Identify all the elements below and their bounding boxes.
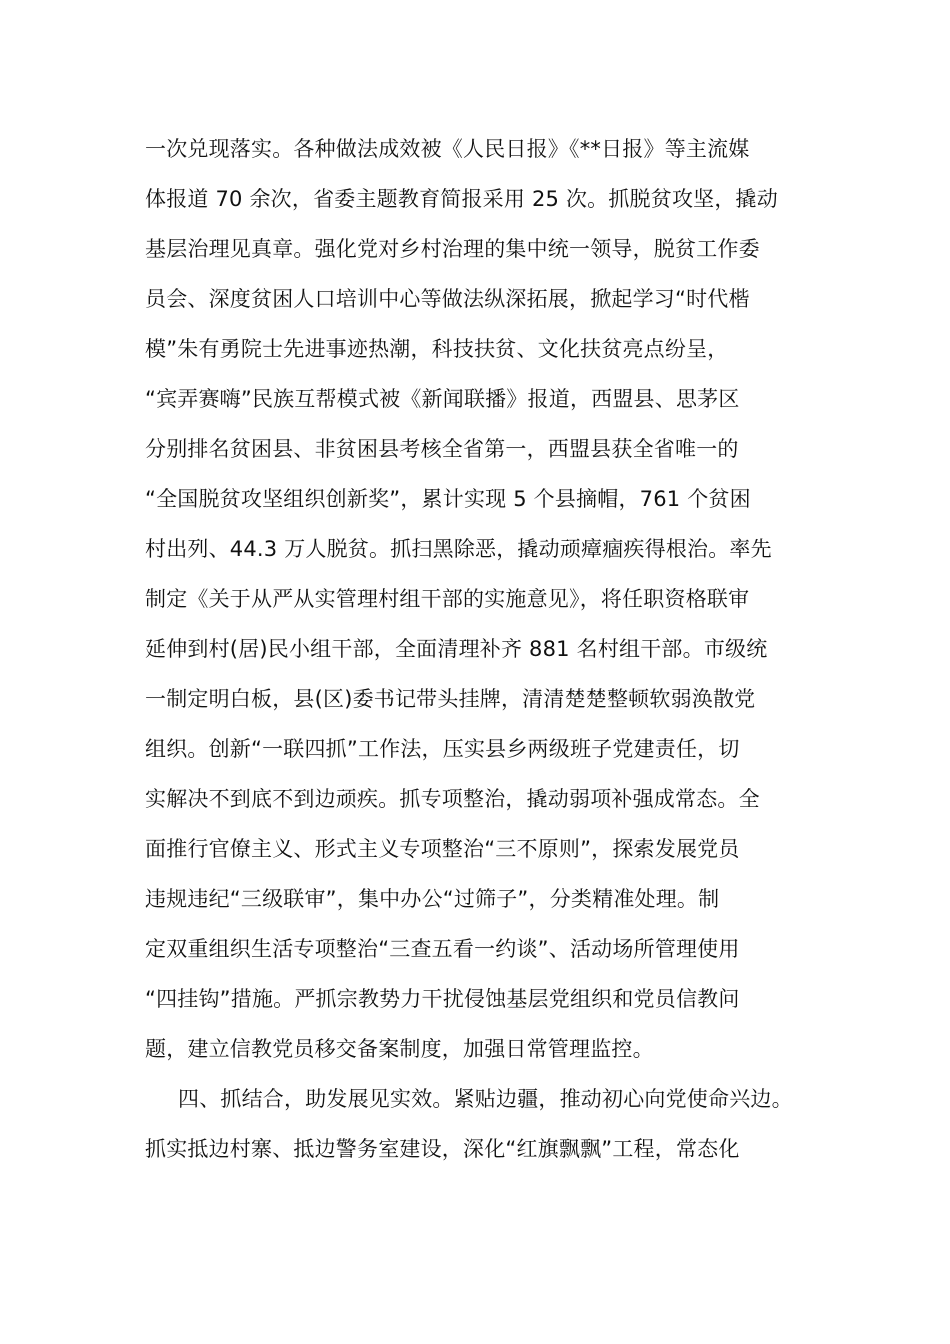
text-line: 定双重组织生活专项整治“三查五看一约谈”、活动场所管理使用: [145, 937, 740, 961]
text-line: 制定《关于从严从实管理村组干部的实施意见》，将任职资格联审: [145, 587, 750, 611]
text-line: “宾弄赛嗨”民族互帮模式被《新闻联播》报道，西盟县、思茅区: [145, 387, 740, 411]
text-line: 村出列、44.3 万人脱贫。抓扫黑除恶，撬动顽瘴痼疾得根治。率先: [145, 537, 772, 561]
paragraph-heading-line: 四、抓结合，助发展见实效。紧贴边疆，推动初心向党使命兴边。: [178, 1087, 793, 1111]
text-line: 抓实抵边村寨、抵边警务室建设，深化“红旗飘飘”工程，常态化: [145, 1137, 740, 1161]
text-line: “全国脱贫攻坚组织创新奖”，累计实现 5 个县摘帽，761 个贫困: [145, 487, 751, 511]
text-line: 分别排名贫困县、非贫困县考核全省第一，西盟县获全省唯一的: [145, 437, 739, 461]
text-line: “四挂钩”措施。严抓宗教势力干扰侵蚀基层党组织和党员信教问: [145, 987, 740, 1011]
text-line: 实解决不到底不到边顽疾。抓专项整治，撬动弱项补强成常态。全: [145, 787, 760, 811]
text-line: 基层治理见真章。强化党对乡村治理的集中统一领导，脱贫工作委: [145, 237, 760, 261]
text-line: 违规违纪“三级联审”，集中办公“过筛子”，分类精准处理。制: [145, 887, 720, 911]
text-line: 题，建立信教党员移交备案制度，加强日常管理监控。: [145, 1037, 654, 1061]
text-line: 一次兑现落实。各种做法成效被《人民日报》《**日报》等主流媒: [145, 137, 750, 161]
text-line: 延伸到村(居)民小组干部，全面清理补齐 881 名村组干部。市级统: [145, 637, 768, 661]
text-line: 一制定明白板，县(区)委书记带头挂牌，清清楚楚整顿软弱涣散党: [145, 687, 756, 711]
text-line: 组织。创新“一联四抓”工作法，压实县乡两级班子党建责任，切: [145, 737, 740, 761]
text-line: 员会、深度贫困人口培训中心等做法纵深拓展，掀起学习“时代楷: [145, 287, 750, 311]
text-line: 面推行官僚主义、形式主义专项整治“三不原则”，探索发展党员: [145, 837, 740, 861]
text-line: 体报道 70 余次，省委主题教育简报采用 25 次。抓脱贫攻坚，撬动: [145, 187, 778, 211]
text-line: 模”朱有勇院士先进事迹热潮，科技扶贫、文化扶贫亮点纷呈，: [145, 337, 729, 361]
body-text: [145, 124, 805, 1174]
